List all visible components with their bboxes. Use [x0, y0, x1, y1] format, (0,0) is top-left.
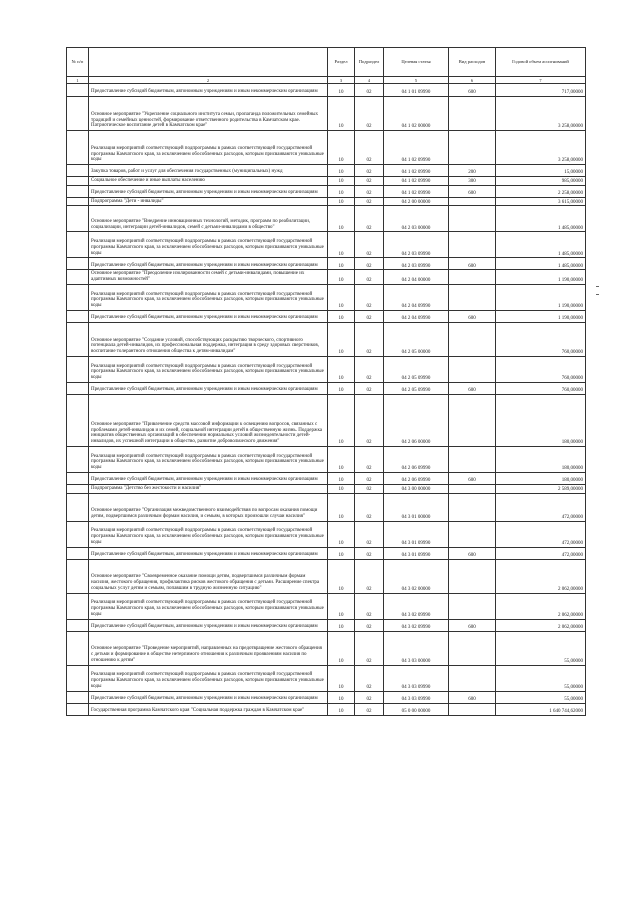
row-name: Предоставление субсидий бюджетным, автономным учреждениям и иным некоммерческим организациям	[89, 691, 328, 703]
row-section: 10	[328, 197, 355, 206]
row-subsection: 02	[355, 131, 384, 165]
budget-table	[66, 47, 586, 716]
scan-artifact	[596, 286, 599, 287]
table-row	[67, 394, 586, 446]
row-subsection: 02	[355, 547, 384, 559]
table-row	[67, 382, 586, 394]
row-target: 04 3 01 00000	[384, 493, 449, 521]
row-amount: 55,00000	[496, 691, 586, 703]
row-name: Реализация мероприятий соответствующей подпрограммы в рамках соответствующей государственной программы Камчатского края, за исключением обособленных расходов, которым присваиваются уникальные коды	[89, 593, 328, 619]
row-subsection: 02	[355, 177, 384, 186]
row-name: Подпрограмма "Детство без жестокости и насилия"	[89, 484, 328, 493]
row-section: 10	[328, 547, 355, 559]
row-expense-type: 600	[449, 310, 496, 322]
table-row	[67, 547, 586, 559]
table-row	[67, 521, 586, 547]
row-subsection: 02	[355, 270, 384, 284]
row-number	[67, 258, 89, 270]
row-name: Подпрограмма "Дети - инвалиды"	[89, 197, 328, 206]
row-expense-type	[449, 206, 496, 232]
row-target: 05 0 00 00000	[384, 703, 449, 715]
row-target: 04 1 02 09990	[384, 185, 449, 197]
row-expense-type	[449, 484, 496, 493]
table-row	[67, 310, 586, 322]
row-number	[67, 394, 89, 446]
row-target: 04 3 03 00000	[384, 631, 449, 665]
row-target: 04 2 06 09990	[384, 472, 449, 484]
row-target: 04 2 03 09990	[384, 232, 449, 258]
table-row	[67, 446, 586, 472]
row-expense-type: 600	[449, 382, 496, 394]
row-section: 10	[328, 493, 355, 521]
row-section: 10	[328, 84, 355, 97]
row-number	[67, 131, 89, 165]
column-index: 2	[89, 77, 328, 84]
table-row	[67, 493, 586, 521]
row-number	[67, 177, 89, 186]
row-subsection: 02	[355, 619, 384, 631]
table-row	[67, 232, 586, 258]
row-expense-type	[449, 631, 496, 665]
header-amount: Годовой объем ассигнований	[496, 48, 586, 77]
row-amount: 1 190,00000	[496, 270, 586, 284]
row-subsection: 02	[355, 593, 384, 619]
row-target: 04 3 03 09990	[384, 665, 449, 691]
row-number	[67, 559, 89, 593]
row-expense-type	[449, 521, 496, 547]
row-amount: 1 190,00000	[496, 310, 586, 322]
row-name: Реализация мероприятий соответствующей подпрограммы в рамках соответствующей государственной программы Камчатского края, за исключением обособленных расходов, которым присваиваются уникальные коды	[89, 131, 328, 165]
row-number	[67, 493, 89, 521]
row-section: 10	[328, 270, 355, 284]
row-expense-type	[449, 446, 496, 472]
row-subsection: 02	[355, 691, 384, 703]
row-subsection: 02	[355, 185, 384, 197]
row-expense-type	[449, 394, 496, 446]
row-number	[67, 356, 89, 382]
row-expense-type	[449, 665, 496, 691]
row-amount: 55,00000	[496, 665, 586, 691]
row-name: Предоставление субсидий бюджетным, автономным учреждениям и иным некоммерческим организациям	[89, 382, 328, 394]
scan-artifact	[596, 294, 599, 295]
column-index: 3	[328, 77, 355, 84]
row-expense-type	[449, 356, 496, 382]
row-target: 04 3 02 00000	[384, 559, 449, 593]
row-subsection: 02	[355, 394, 384, 446]
row-section: 10	[328, 394, 355, 446]
row-number	[67, 270, 89, 284]
row-number	[67, 703, 89, 715]
row-number	[67, 232, 89, 258]
document-sheet	[66, 47, 585, 716]
row-number	[67, 97, 89, 131]
table-row	[67, 356, 586, 382]
row-target: 04 3 02 09990	[384, 619, 449, 631]
row-expense-type	[449, 97, 496, 131]
row-section: 10	[328, 356, 355, 382]
row-target: 04 2 05 00000	[384, 322, 449, 356]
row-subsection: 02	[355, 472, 384, 484]
row-expense-type: 200	[449, 165, 496, 177]
row-expense-type	[449, 703, 496, 715]
row-subsection: 02	[355, 322, 384, 356]
row-section: 10	[328, 310, 355, 322]
row-name: Реализация мероприятий соответствующей подпрограммы в рамках соответствующей государственной программы Камчатского края, за исключением обособленных расходов, которым присваиваются уникальные коды	[89, 356, 328, 382]
row-amount: 760,00000	[496, 322, 586, 356]
row-section: 10	[328, 521, 355, 547]
row-subsection: 02	[355, 232, 384, 258]
row-target: 04 3 03 09990	[384, 691, 449, 703]
row-section: 10	[328, 185, 355, 197]
table-row	[67, 197, 586, 206]
row-number	[67, 206, 89, 232]
table-row	[67, 258, 586, 270]
row-target: 04 2 04 00000	[384, 270, 449, 284]
row-name: Предоставление субсидий бюджетным, автономным учреждениям и иным некоммерческим организациям	[89, 619, 328, 631]
row-expense-type: 600	[449, 258, 496, 270]
row-name: Основное мероприятие "Организация межведомственного взаимодействия по вопросам оказания помощи детям, подвергшимся различным формам насилия, и семьям, в которых произошли случаи насилия"	[89, 493, 328, 521]
row-expense-type	[449, 232, 496, 258]
table-row	[67, 559, 586, 593]
row-expense-type	[449, 284, 496, 310]
row-section: 10	[328, 484, 355, 493]
row-target: 04 2 06 00000	[384, 394, 449, 446]
row-name: Основное мероприятие "Внедрение инновационных технологий, методик, программ по реабилитации, социализации, интеграции детей-инвалидов, семей с детьми-инвалидами в общество"	[89, 206, 328, 232]
row-number	[67, 310, 89, 322]
row-target: 04 2 03 09990	[384, 258, 449, 270]
row-number	[67, 631, 89, 665]
row-subsection: 02	[355, 284, 384, 310]
row-target: 04 1 02 09990	[384, 165, 449, 177]
row-name: Предоставление субсидий бюджетным, автономным учреждениям и иным некоммерческим организациям	[89, 185, 328, 197]
table-row	[67, 165, 586, 177]
row-subsection: 02	[355, 446, 384, 472]
row-target: 04 2 00 00000	[384, 197, 449, 206]
row-target: 04 2 03 00000	[384, 206, 449, 232]
row-expense-type	[449, 593, 496, 619]
row-section: 10	[328, 131, 355, 165]
row-section: 10	[328, 593, 355, 619]
row-subsection: 02	[355, 165, 384, 177]
row-number	[67, 185, 89, 197]
column-index: 7	[496, 77, 586, 84]
row-expense-type	[449, 131, 496, 165]
row-subsection: 02	[355, 703, 384, 715]
row-amount: 3 615,00000	[496, 197, 586, 206]
table-row	[67, 177, 586, 186]
row-name: Основное мероприятие "Укрепление социального института семьи, пропаганда положительных семейных традиций и семейных ценностей, формирование ответственного родительства в Камчатском крае. Патриотическое воспитание детей в Камчатском крае"	[89, 97, 328, 131]
row-amount: 180,00000	[496, 446, 586, 472]
row-amount: 15,00000	[496, 165, 586, 177]
row-section: 10	[328, 165, 355, 177]
row-amount: 985,00000	[496, 177, 586, 186]
row-amount: 2 062,00000	[496, 619, 586, 631]
row-target: 04 1 02 00000	[384, 97, 449, 131]
row-section: 10	[328, 691, 355, 703]
table-row	[67, 131, 586, 165]
row-number	[67, 382, 89, 394]
row-expense-type: 600	[449, 472, 496, 484]
table-row	[67, 703, 586, 715]
row-target: 04 1 02 09990	[384, 177, 449, 186]
row-expense-type	[449, 493, 496, 521]
row-amount: 2 062,00000	[496, 593, 586, 619]
row-amount: 1 485,00000	[496, 206, 586, 232]
row-subsection: 02	[355, 521, 384, 547]
row-section: 10	[328, 619, 355, 631]
row-subsection: 02	[355, 197, 384, 206]
row-amount: 3 258,00000	[496, 97, 586, 131]
column-index-row	[67, 77, 586, 84]
row-target: 04 2 04 09990	[384, 310, 449, 322]
row-expense-type	[449, 197, 496, 206]
row-target: 04 2 04 09990	[384, 284, 449, 310]
row-subsection: 02	[355, 356, 384, 382]
row-target: 04 1 02 09990	[384, 131, 449, 165]
row-number	[67, 484, 89, 493]
row-section: 10	[328, 258, 355, 270]
header-subsection: Подраздел	[355, 48, 384, 77]
row-amount: 472,00000	[496, 493, 586, 521]
row-expense-type	[449, 559, 496, 593]
row-amount: 1 640 744,62000	[496, 703, 586, 715]
row-number	[67, 284, 89, 310]
table-row	[67, 593, 586, 619]
row-name: Предоставление субсидий бюджетным, автономным учреждениям и иным некоммерческим организациям	[89, 310, 328, 322]
row-target: 04 2 05 09990	[384, 356, 449, 382]
table-row	[67, 322, 586, 356]
row-amount: 55,00000	[496, 631, 586, 665]
row-target: 04 3 01 09990	[384, 547, 449, 559]
row-subsection: 02	[355, 665, 384, 691]
row-name: Основное мероприятие "Преодоление изолированности семей с детьми-инвалидами, повышение их адаптивных возможностей"	[89, 270, 328, 284]
row-number	[67, 665, 89, 691]
row-target: 04 2 06 09990	[384, 446, 449, 472]
row-section: 10	[328, 232, 355, 258]
row-expense-type	[449, 270, 496, 284]
row-number	[67, 521, 89, 547]
row-amount: 2 062,00000	[496, 559, 586, 593]
table-row	[67, 484, 586, 493]
row-subsection: 02	[355, 206, 384, 232]
row-subsection: 02	[355, 559, 384, 593]
row-section: 10	[328, 177, 355, 186]
row-subsection: 02	[355, 258, 384, 270]
row-name: Социальное обеспечение и иные выплаты населению	[89, 177, 328, 186]
row-expense-type: 300	[449, 177, 496, 186]
header-name	[89, 48, 328, 77]
row-subsection: 02	[355, 84, 384, 97]
row-amount: 1 190,00000	[496, 284, 586, 310]
row-amount: 2 258,00000	[496, 185, 586, 197]
column-index: 6	[449, 77, 496, 84]
row-subsection: 02	[355, 97, 384, 131]
row-subsection: 02	[355, 631, 384, 665]
row-name: Реализация мероприятий соответствующей подпрограммы в рамках соответствующей государственной программы Камчатского края, за исключением обособленных расходов, которым присваиваются уникальные коды	[89, 284, 328, 310]
row-section: 10	[328, 631, 355, 665]
row-number	[67, 593, 89, 619]
header-section: Раздел	[328, 48, 355, 77]
row-section: 10	[328, 559, 355, 593]
table-row	[67, 270, 586, 284]
row-name: Реализация мероприятий соответствующей подпрограммы в рамках соответствующей государственной программы Камчатского края, за исключением обособленных расходов, которым присваиваются уникальные коды	[89, 232, 328, 258]
row-name: Государственная программа Камчатского края "Социальная поддержка граждан в Камчатском крае"	[89, 703, 328, 715]
row-subsection: 02	[355, 484, 384, 493]
row-target: 04 3 00 00000	[384, 484, 449, 493]
row-name: Предоставление субсидий бюджетным, автономным учреждениям и иным некоммерческим организациям	[89, 84, 328, 97]
row-subsection: 02	[355, 310, 384, 322]
row-name: Предоставление субсидий бюджетным, автономным учреждениям и иным некоммерческим организациям	[89, 547, 328, 559]
row-number	[67, 165, 89, 177]
row-number	[67, 691, 89, 703]
row-expense-type: 600	[449, 185, 496, 197]
table-header-row	[67, 48, 586, 77]
row-amount: 2 589,00000	[496, 484, 586, 493]
row-amount: 472,00000	[496, 521, 586, 547]
row-expense-type: 600	[449, 547, 496, 559]
row-amount: 760,00000	[496, 382, 586, 394]
table-row	[67, 619, 586, 631]
row-expense-type	[449, 322, 496, 356]
row-section: 10	[328, 284, 355, 310]
row-target: 04 3 01 09990	[384, 521, 449, 547]
table-row	[67, 97, 586, 131]
row-section: 10	[328, 97, 355, 131]
row-amount: 180,00000	[496, 394, 586, 446]
row-section: 10	[328, 446, 355, 472]
header-target: Целевая статья	[384, 48, 449, 77]
column-index: 5	[384, 77, 449, 84]
row-section: 10	[328, 382, 355, 394]
row-section: 10	[328, 472, 355, 484]
header-expense-type: Вид расходов	[449, 48, 496, 77]
row-name: Основное мероприятие "Проведение мероприятий, направленных на предотвращение жестокого обращения с детьми и формирование в обществе нетерпимого отношения к различным проявлениям насилия по отношению к детям"	[89, 631, 328, 665]
table-row	[67, 206, 586, 232]
row-name: Предоставление субсидий бюджетным, автономным учреждениям и иным некоммерческим организациям	[89, 258, 328, 270]
row-name: Основное мероприятие "Создание условий, способствующих раскрытию творческого, спортивного потенциала детей-инвалидов, их профессиональная поддержка, интеграция в среду здоровых сверстников, воспитание толерантного отношения общества к детям-инвалидам"	[89, 322, 328, 356]
row-target: 04 3 02 09990	[384, 593, 449, 619]
column-index: 1	[67, 77, 89, 84]
row-name: Реализация мероприятий соответствующей подпрограммы в рамках соответствующей государственной программы Камчатского края, за исключением обособленных расходов, которым присваиваются уникальные коды	[89, 665, 328, 691]
row-number	[67, 547, 89, 559]
row-number	[67, 472, 89, 484]
row-subsection: 02	[355, 493, 384, 521]
table-body	[67, 84, 586, 716]
table-row	[67, 84, 586, 97]
table-row	[67, 691, 586, 703]
row-number	[67, 84, 89, 97]
row-name: Предоставление субсидий бюджетным, автономным учреждениям и иным некоммерческим организациям	[89, 472, 328, 484]
row-name: Основное мероприятие "Своевременное оказание помощи детям, подвергшимся различным формам насилия, жестокого обращения, профилактика рисков жестокого обращения с детьми. Расширение спектра социальных услуг детям и семьям, попавшим в трудную жизненную ситуацию"	[89, 559, 328, 593]
table-row	[67, 185, 586, 197]
row-name: Реализация мероприятий соответствующей подпрограммы в рамках соответствующей государственной программы Камчатского края, за исключением обособленных расходов, которым присваиваются уникальные коды	[89, 521, 328, 547]
row-amount: 472,00000	[496, 547, 586, 559]
table-row	[67, 284, 586, 310]
row-number	[67, 619, 89, 631]
table-row	[67, 472, 586, 484]
row-amount: 717,00000	[496, 84, 586, 97]
row-number	[67, 197, 89, 206]
row-target: 04 2 05 09990	[384, 382, 449, 394]
table-row	[67, 665, 586, 691]
row-number	[67, 446, 89, 472]
row-section: 10	[328, 206, 355, 232]
row-subsection: 02	[355, 382, 384, 394]
row-amount: 1 485,00000	[496, 258, 586, 270]
row-number	[67, 322, 89, 356]
header-num: № п/п	[67, 48, 89, 77]
row-name: Закупка товаров, работ и услуг для обеспечения государственных (муниципальных) нужд	[89, 165, 328, 177]
row-amount: 3 258,00000	[496, 131, 586, 165]
row-amount: 760,00000	[496, 356, 586, 382]
row-section: 10	[328, 703, 355, 715]
table-row	[67, 631, 586, 665]
row-amount: 180,00000	[496, 472, 586, 484]
row-section: 10	[328, 665, 355, 691]
row-expense-type: 600	[449, 619, 496, 631]
row-name: Реализация мероприятий соответствующей подпрограммы в рамках соответствующей государственной программы Камчатского края, за исключением обособленных расходов, которым присваиваются уникальные коды	[89, 446, 328, 472]
row-target: 04 1 01 09990	[384, 84, 449, 97]
row-name: Основное мероприятие "Привлечение средств массовой информации к освещению вопросов, связанных с проблемами детей-инвалидов и их семей, социальной интеграции детей в общественную жизнь. Поддержка инициатив общественных организаций в обеспечении нормальных условий жизнедеятельности детей-инвалидов, их успешной интеграции в общество, развитие добровольческого движения"	[89, 394, 328, 446]
column-index: 4	[355, 77, 384, 84]
row-expense-type: 600	[449, 84, 496, 97]
row-amount: 1 485,00000	[496, 232, 586, 258]
row-expense-type: 600	[449, 691, 496, 703]
row-section: 10	[328, 322, 355, 356]
